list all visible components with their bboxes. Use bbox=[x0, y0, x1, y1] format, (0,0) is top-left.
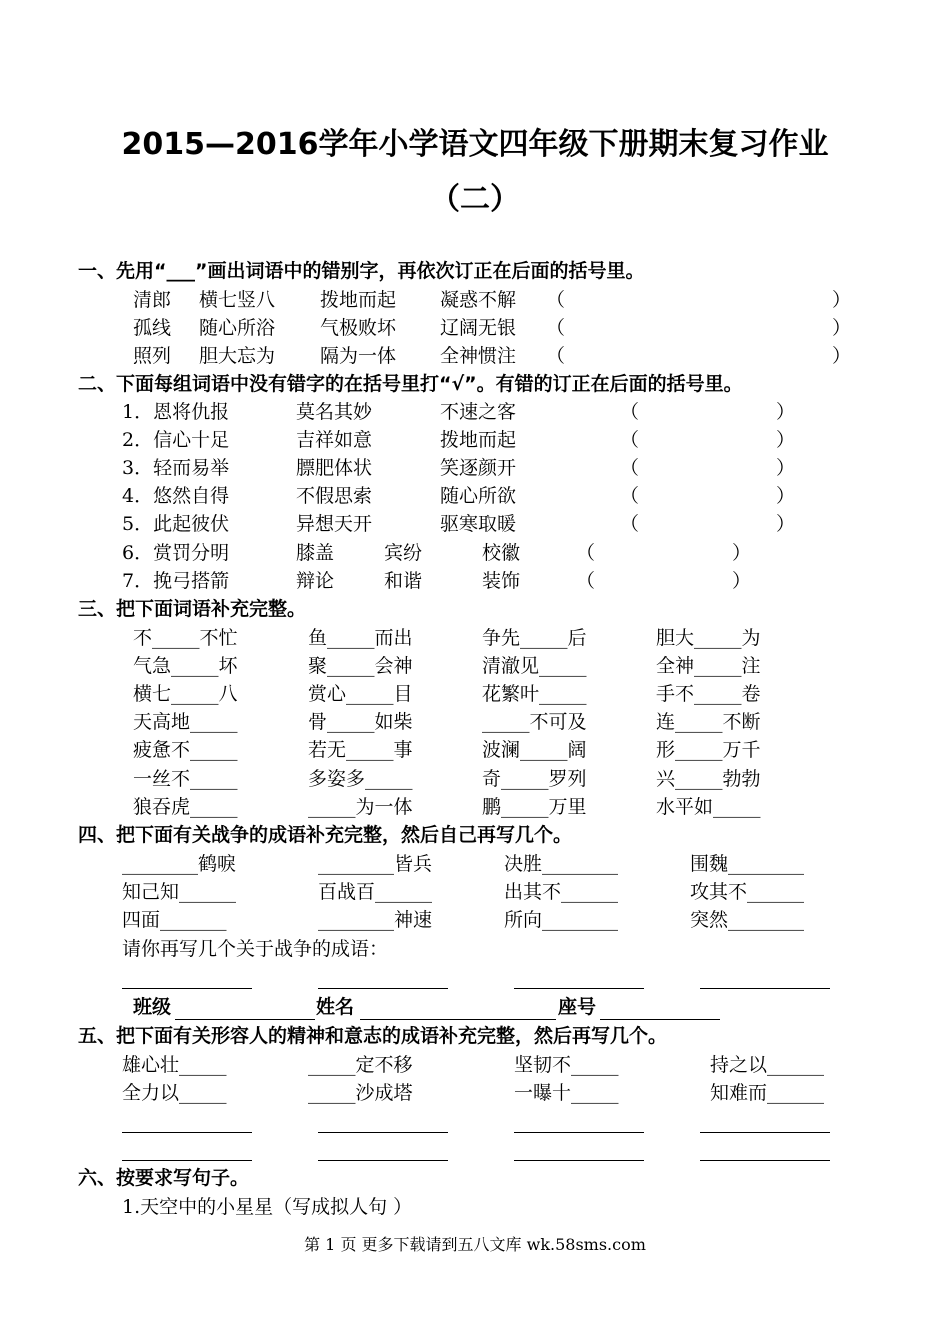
word: 6．赏罚分明 bbox=[122, 542, 230, 564]
answer-bracket-close: ） bbox=[776, 429, 796, 451]
word: 隔为一体 bbox=[320, 345, 397, 367]
answer-bracket[interactable]: （ bbox=[620, 401, 640, 423]
answer-bracket-close: ） bbox=[732, 542, 752, 564]
answer-line[interactable] bbox=[122, 1132, 252, 1133]
fill-blank[interactable]: 赏心_____目 bbox=[308, 683, 413, 705]
answer-bracket-close: ） bbox=[776, 485, 796, 507]
fill-blank[interactable]: 突然________ bbox=[690, 909, 805, 931]
word: 不速之客 bbox=[440, 401, 517, 423]
answer-bracket[interactable]: （ bbox=[620, 429, 640, 451]
answer-bracket[interactable]: （ bbox=[576, 542, 596, 564]
fill-blank[interactable]: ________鹤唳 bbox=[122, 853, 237, 875]
fill-blank[interactable]: 所向________ bbox=[504, 909, 619, 931]
fill-blank[interactable]: 清澈见_____ bbox=[482, 655, 587, 677]
fill-blank[interactable]: 雄心壮_____ bbox=[122, 1054, 227, 1076]
word: 随心所欲 bbox=[440, 485, 517, 507]
fill-blank[interactable]: 鱼_____而出 bbox=[308, 627, 413, 649]
answer-bracket[interactable]: （ bbox=[546, 345, 566, 367]
word: 校徽 bbox=[482, 542, 521, 564]
word: 凝惑不解 bbox=[440, 289, 517, 311]
word: 照列 bbox=[133, 345, 172, 367]
word: 辽阔无银 bbox=[440, 317, 517, 339]
fill-blank[interactable]: 气急_____坏 bbox=[133, 655, 238, 677]
word: 随心所浴 bbox=[199, 317, 276, 339]
fill-blank[interactable]: 骨_____如柴 bbox=[308, 711, 413, 733]
fill-blank[interactable]: 水平如_____ bbox=[656, 796, 761, 818]
answer-bracket-close: ） bbox=[832, 289, 852, 311]
class-field[interactable] bbox=[175, 1019, 315, 1020]
fill-blank[interactable]: 不_____不忙 bbox=[133, 627, 238, 649]
answer-bracket-close: ） bbox=[732, 570, 752, 592]
answer-line[interactable] bbox=[514, 1132, 644, 1133]
word: 辩论 bbox=[296, 570, 335, 592]
fill-blank[interactable]: 知难而______ bbox=[710, 1082, 825, 1104]
fill-blank[interactable]: 多姿多_____ bbox=[308, 768, 413, 790]
fill-blank[interactable]: 全力以_____ bbox=[122, 1082, 227, 1104]
answer-line[interactable] bbox=[700, 988, 830, 989]
section3-heading: 三、把下面词语补充完整。 bbox=[78, 598, 307, 620]
answer-bracket-close: ） bbox=[832, 345, 852, 367]
fill-blank[interactable]: 胆大_____为 bbox=[656, 627, 761, 649]
fill-blank[interactable]: 横七_____八 bbox=[133, 683, 238, 705]
fill-blank[interactable]: ________皆兵 bbox=[318, 853, 433, 875]
answer-bracket[interactable]: （ bbox=[620, 513, 640, 535]
fill-blank[interactable]: _____定不移 bbox=[308, 1054, 413, 1076]
fill-blank[interactable]: 若无_____事 bbox=[308, 739, 413, 761]
word: 气极败坏 bbox=[320, 317, 397, 339]
fill-blank[interactable]: 手不_____卷 bbox=[656, 683, 761, 705]
fill-blank[interactable]: 攻其不______ bbox=[690, 881, 805, 903]
word: 异想天开 bbox=[296, 513, 373, 535]
section2-heading: 二、下面每组词语中没有错字的在括号里打“√”。有错的订正在后面的括号里。 bbox=[78, 373, 743, 395]
seat-label: 座号 bbox=[558, 996, 597, 1018]
fill-blank[interactable]: 狼吞虎_____ bbox=[133, 796, 238, 818]
word: 全神惯注 bbox=[440, 345, 517, 367]
word: 横七竖八 bbox=[199, 289, 276, 311]
fill-blank[interactable]: 四面_______ bbox=[122, 909, 227, 931]
word: 5．此起彼伏 bbox=[122, 513, 230, 535]
seat-field[interactable] bbox=[600, 1019, 720, 1020]
page-footer: 第 1 页 更多下载请到五八文库 wk.58sms.com bbox=[304, 1235, 646, 1254]
answer-line[interactable] bbox=[700, 1132, 830, 1133]
fill-blank[interactable]: 全神_____注 bbox=[656, 655, 761, 677]
fill-blank[interactable]: 聚_____会神 bbox=[308, 655, 413, 677]
answer-bracket[interactable]: （ bbox=[546, 317, 566, 339]
fill-blank[interactable]: 天高地_____ bbox=[133, 711, 238, 733]
fill-blank[interactable]: 坚韧不_____ bbox=[514, 1054, 619, 1076]
word: 7．挽弓搭箭 bbox=[122, 570, 230, 592]
answer-bracket[interactable]: （ bbox=[620, 485, 640, 507]
word: 膘肥体状 bbox=[296, 457, 373, 479]
fill-blank[interactable]: ________神速 bbox=[318, 909, 433, 931]
word: 和谐 bbox=[384, 570, 423, 592]
answer-line[interactable] bbox=[318, 1132, 448, 1133]
answer-bracket-close: ） bbox=[776, 457, 796, 479]
answer-bracket[interactable]: （ bbox=[620, 457, 640, 479]
word: 宾纷 bbox=[384, 542, 423, 564]
answer-bracket[interactable]: （ bbox=[546, 289, 566, 311]
word: 笑逐颜开 bbox=[440, 457, 517, 479]
fill-blank[interactable]: 形_____万千 bbox=[656, 739, 761, 761]
fill-blank[interactable]: 兴_____勃勃 bbox=[656, 768, 761, 790]
word: 孤线 bbox=[133, 317, 172, 339]
word: 4．悠然自得 bbox=[122, 485, 230, 507]
class-label: 班级 bbox=[133, 996, 172, 1018]
name-field[interactable] bbox=[360, 1019, 556, 1020]
fill-blank[interactable]: 出其不______ bbox=[504, 881, 619, 903]
section4-prompt: 请你再写几个关于战争的成语： bbox=[122, 938, 389, 960]
fill-blank[interactable]: 波澜_____阔 bbox=[482, 739, 587, 761]
section6-item1: 1.天空中的小星星（写成拟人句 ） bbox=[122, 1196, 413, 1218]
answer-bracket-close: ） bbox=[776, 513, 796, 535]
answer-bracket[interactable]: （ bbox=[576, 570, 596, 592]
fill-blank[interactable]: 鹏_____万里 bbox=[482, 796, 587, 818]
section6-heading: 六、按要求写句子。 bbox=[78, 1167, 250, 1189]
word: 拨地而起 bbox=[440, 429, 517, 451]
answer-line[interactable] bbox=[700, 1160, 830, 1161]
answer-line[interactable] bbox=[318, 1160, 448, 1161]
answer-line[interactable] bbox=[318, 988, 448, 989]
word: 1．恩将仇报 bbox=[122, 401, 230, 423]
fill-blank[interactable]: 疲惫不_____ bbox=[133, 739, 238, 761]
answer-line[interactable] bbox=[514, 1160, 644, 1161]
fill-blank[interactable]: 知己知______ bbox=[122, 881, 237, 903]
section1-heading: 一、先用“___”画出词语中的错别字，再依次订正在后面的括号里。 bbox=[78, 260, 645, 282]
section4-heading: 四、把下面有关战争的成语补充完整，然后自己再写几个。 bbox=[78, 824, 573, 846]
answer-line[interactable] bbox=[122, 988, 252, 989]
answer-line[interactable] bbox=[122, 1160, 252, 1161]
name-label: 姓名 bbox=[316, 996, 355, 1018]
fill-blank[interactable]: 一丝不_____ bbox=[133, 768, 238, 790]
word: 3．轻而易举 bbox=[122, 457, 230, 479]
word: 吉祥如意 bbox=[296, 429, 373, 451]
word: 2．信心十足 bbox=[122, 429, 230, 451]
fill-blank[interactable]: _____沙成塔 bbox=[308, 1082, 413, 1104]
word: 莫名其妙 bbox=[296, 401, 373, 423]
word: 驱寒取暖 bbox=[440, 513, 517, 535]
answer-bracket-close: ） bbox=[832, 317, 852, 339]
answer-bracket-close: ） bbox=[776, 401, 796, 423]
page-title: 2015—2016学年小学语文四年级下册期末复习作业 bbox=[121, 127, 829, 162]
word: 装饰 bbox=[482, 570, 521, 592]
word: 不假思索 bbox=[296, 485, 373, 507]
word: 膝盖 bbox=[296, 542, 335, 564]
word: 拨地而起 bbox=[320, 289, 397, 311]
page-subtitle: （二） bbox=[430, 182, 520, 217]
fill-blank[interactable]: _____为一体 bbox=[308, 796, 413, 818]
fill-blank[interactable]: 决胜________ bbox=[504, 853, 619, 875]
fill-blank[interactable]: 奇_____罗列 bbox=[482, 768, 587, 790]
fill-blank[interactable]: 持之以______ bbox=[710, 1054, 825, 1076]
section5-heading: 五、把下面有关形容人的精神和意志的成语补充完整，然后再写几个。 bbox=[78, 1025, 668, 1047]
fill-blank[interactable]: 围魏________ bbox=[690, 853, 805, 875]
word: 胆大忘为 bbox=[199, 345, 276, 367]
fill-blank[interactable]: 一曝十_____ bbox=[514, 1082, 619, 1104]
fill-blank[interactable]: 花繁叶_____ bbox=[482, 683, 587, 705]
fill-blank[interactable]: 争先_____后 bbox=[482, 627, 587, 649]
fill-blank[interactable]: 百战百______ bbox=[318, 881, 433, 903]
fill-blank[interactable]: _____不可及 bbox=[482, 711, 587, 733]
answer-line[interactable] bbox=[514, 988, 644, 989]
word: 清郎 bbox=[133, 289, 172, 311]
fill-blank[interactable]: 连_____不断 bbox=[656, 711, 761, 733]
